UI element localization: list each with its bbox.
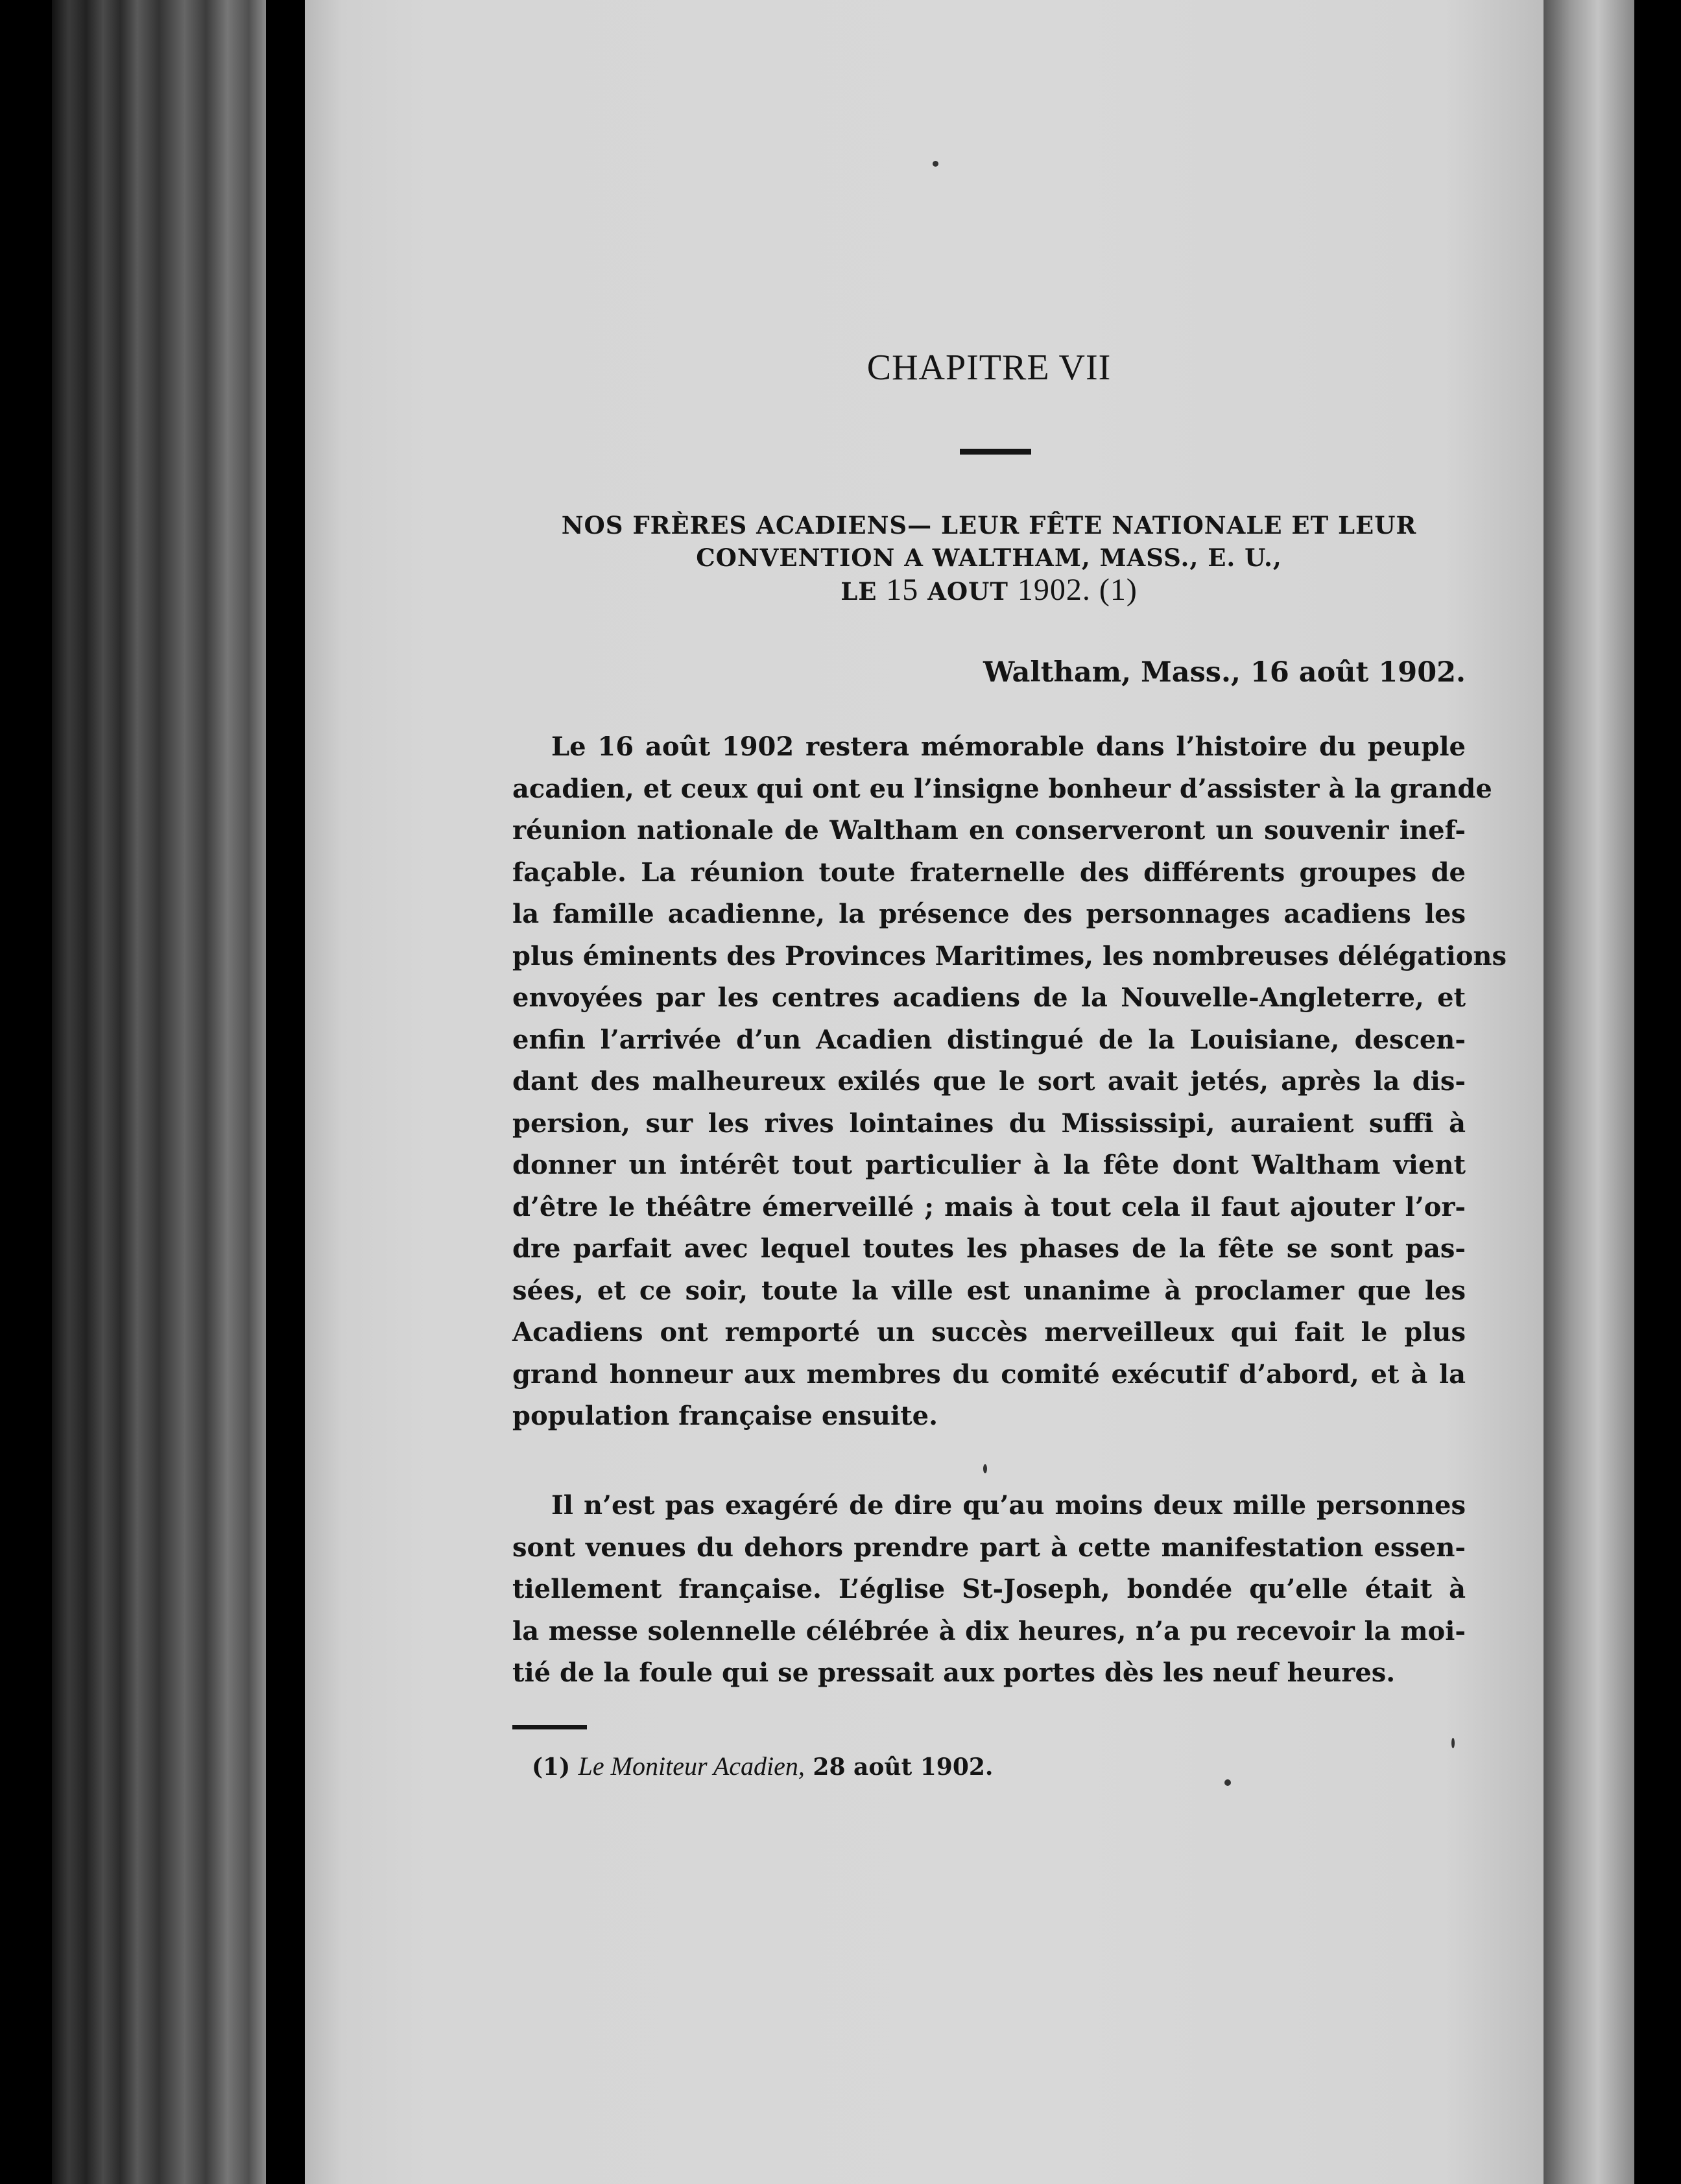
scan-speck (1224, 1779, 1231, 1786)
heading-year: 1902 (1017, 573, 1082, 607)
chapter-rule (960, 449, 1031, 455)
text-line: dre parfait avec lequel toutes les phases de la fête se sont pas- (512, 1233, 1466, 1264)
text-line: grand honneur aux membres du comité exécutif d’abord, et à la (512, 1359, 1466, 1390)
chapter-title: CHAPITRE VII (866, 348, 1112, 388)
book-spine-edge (52, 0, 266, 2184)
facing-page-edge (1544, 0, 1634, 2184)
scan-speck (983, 1464, 987, 1473)
text-line: envoyées par les centres acadiens de la Nouvelle-Angleterre, et (512, 982, 1466, 1013)
chapter-heading (512, 509, 1466, 608)
footnote (532, 1751, 993, 1781)
paragraph-2 (512, 1485, 1466, 1694)
text-line: la messe solennelle célébrée à dix heures, n’a pu recevoir la moi- (512, 1615, 1466, 1646)
text-line: plus éminents des Provinces Maritimes, les nombreuses délégations (512, 940, 1507, 971)
text-line: Il n’est pas exagéré de dire qu’au moins deux mille personnes (551, 1490, 1466, 1521)
text-line: Le 16 août 1902 restera mémorable dans l’histoire du peuple (551, 731, 1466, 762)
paragraph-1 (512, 726, 1507, 1438)
text-line: dant des malheureux exilés que le sort avait jetés, après la dis- (512, 1066, 1466, 1097)
scan-speck (1451, 1738, 1455, 1748)
heading-line-3-prefix: LE (840, 577, 877, 606)
text-line: la famille acadienne, la présence des personnages acadiens les (512, 899, 1466, 929)
heading-line-1: NOS FRÈRES ACADIENS— LEUR FÊTE NATIONALE ET LEUR (561, 511, 1417, 540)
footnote-source: Le Moniteur Acadien, (578, 1751, 805, 1781)
text-line: réunion nationale de Waltham en conserveront un souvenir inef- (512, 815, 1466, 846)
text-line: façable. La réunion toute fraternelle des différents groupes de (512, 857, 1466, 888)
text-line: persion, sur les rives lointaines du Mississipi, auraient suffi à (512, 1108, 1466, 1139)
text-line: sont venues du dehors prendre part à cette manifestation essen- (512, 1532, 1466, 1563)
text-line: donner un intérêt tout particulier à la fête dont Waltham vient (512, 1150, 1466, 1180)
scan-speck (933, 161, 938, 167)
text-line: population française ensuite. (512, 1401, 938, 1431)
footnote-rule (512, 1725, 587, 1729)
text-line: d’être le théâtre émerveillé ; mais à tout cela il faut ajouter l’or- (512, 1191, 1466, 1222)
text-line: enfin l’arrivée d’un Acadien distingué de la Louisiane, descen- (512, 1024, 1466, 1055)
footnote-marker: (1) (532, 1753, 571, 1781)
footnote-date: 28 août 1902. (813, 1753, 994, 1781)
heading-line-2: CONVENTION A WALTHAM, MASS., E. U., (696, 543, 1282, 572)
heading-day: 15 (886, 573, 919, 607)
text-line: tiellement française. L’église St-Joseph, bondée qu’elle était à (512, 1574, 1466, 1604)
heading-footnote-ref: . (1) (1082, 573, 1138, 607)
text-line: sées, et ce soir, toute la ville est unanime à proclamer que les (512, 1275, 1466, 1306)
heading-month: AOUT (927, 577, 1008, 606)
heading-line-3 (512, 574, 1466, 608)
text-line: Acadiens ont remporté un succès merveilleux qui fait le plus (512, 1317, 1466, 1347)
dateline: Waltham, Mass., 16 août 1902. (983, 656, 1466, 689)
text-line: acadien, et ceux qui ont eu l’insigne bonheur d’assister à la grande (512, 773, 1492, 804)
text-line: tié de la foule qui se pressait aux portes dès les neuf heures. (512, 1657, 1396, 1688)
